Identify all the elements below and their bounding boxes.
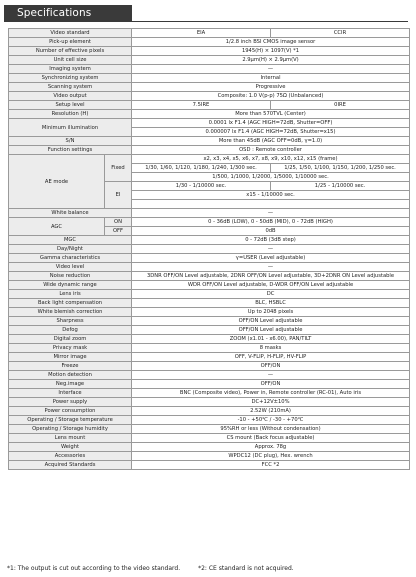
table-row xyxy=(9,335,410,344)
table-row xyxy=(9,272,410,281)
spec-label: Imaging system xyxy=(9,65,132,74)
spec-value: — xyxy=(132,371,410,380)
ae-mode-label: AE mode xyxy=(9,155,105,209)
spec-label: Back light compensation xyxy=(9,299,132,308)
spec-label: Number of effective pixels xyxy=(9,47,132,56)
spec-value: DC xyxy=(132,290,410,299)
spec-value: γ=USER (Level adjustable) xyxy=(132,254,410,263)
spec-value: WDR OFF/ON Level adjustable, D-WDR OFF/ON Level adjustable xyxy=(132,281,410,290)
spec-value: Internal xyxy=(132,74,410,83)
spec-label: S/N xyxy=(9,137,132,146)
table-row xyxy=(9,209,410,218)
spec-value: 0 - 36dB (LOW), 0 - 50dB (MID), 0 - 72dB (HIGH) xyxy=(132,218,410,227)
ae-ei-label: EI xyxy=(105,182,132,209)
agc-on-label: ON xyxy=(105,218,132,227)
spec-value: OFF/ON xyxy=(132,362,410,371)
spec-label: Power consumption xyxy=(9,407,132,416)
table-row xyxy=(9,353,410,362)
table-row xyxy=(9,83,410,92)
spec-value-ccir: 1/25 - 1/10000 sec. xyxy=(271,182,410,191)
spec-value: x15 - 1/10000 sec. xyxy=(132,191,410,200)
spec-label: Day/Night xyxy=(9,245,132,254)
spec-value: 95%RH or less (Without condensation) xyxy=(132,425,410,434)
spec-value: OFF/ON xyxy=(132,380,410,389)
spec-value: Composite: 1.0 V(p-p) 75Ω (Unbalanced) xyxy=(132,92,410,101)
spec-value-eia: 1/30, 1/60, 1/120, 1/180, 1/240, 1/300 sec. xyxy=(132,164,271,173)
spec-label: Privacy mask xyxy=(9,344,132,353)
spec-label: Pick-up element xyxy=(9,38,132,47)
table-row xyxy=(9,110,410,119)
spec-label: Minimum illumination xyxy=(9,119,132,137)
spec-label: Freeze xyxy=(9,362,132,371)
spec-label: Neg.image xyxy=(9,380,132,389)
table-row xyxy=(9,290,410,299)
spec-label: Setup level xyxy=(9,101,132,110)
spec-label: Interface xyxy=(9,389,132,398)
spec-value: 1/500, 1/1000, 1/2000, 1/5000, 1/10000 sec. xyxy=(132,173,410,182)
table-row xyxy=(9,47,410,56)
spec-label: Lens iris xyxy=(9,290,132,299)
spec-label: Sharpness xyxy=(9,317,132,326)
spec-table xyxy=(8,28,410,470)
spec-label: Gamma characteristics xyxy=(9,254,132,263)
spec-label: White balance xyxy=(9,209,132,218)
spec-value-ccir: 0IRE xyxy=(271,101,410,110)
table-row xyxy=(9,434,410,443)
spec-value: CS mount (Back focus adjustable) xyxy=(132,434,410,443)
spec-label: Video level xyxy=(9,263,132,272)
spec-value: 3DNR OFF/ON Level adjustable, 2DNR OFF/ON Level adjustable, 3D+2DNR ON Level adjustable xyxy=(132,272,410,281)
table-row xyxy=(9,326,410,335)
spec-label: Power supply xyxy=(9,398,132,407)
spec-value-ccir: 1/25, 1/50, 1/100, 1/150, 1/200, 1/250 sec. xyxy=(271,164,410,173)
spec-label: Operating / Storage temperature xyxy=(9,416,132,425)
spec-label: Noise reduction xyxy=(9,272,132,281)
spec-label: Accessories xyxy=(9,452,132,461)
section-title: Specifications xyxy=(4,5,132,22)
spec-value: 2.52W (210mA) xyxy=(132,407,410,416)
table-row xyxy=(9,38,410,47)
spec-value: FCC *2 xyxy=(132,461,410,470)
table-row xyxy=(9,74,410,83)
spec-label: White blemish correction xyxy=(9,308,132,317)
spec-label: Video output xyxy=(9,92,132,101)
table-row xyxy=(9,56,410,65)
table-row xyxy=(9,146,410,155)
table-row xyxy=(9,155,410,164)
spec-value-eia: EIA xyxy=(132,29,271,38)
table-row xyxy=(9,245,410,254)
spec-label: Weight xyxy=(9,443,132,452)
table-row xyxy=(9,92,410,101)
footnotes xyxy=(7,565,294,572)
spec-value: BLC, HSBLC xyxy=(132,299,410,308)
spec-value: 1/2.8 inch BSI CMOS image sensor xyxy=(132,38,410,47)
agc-label: AGC xyxy=(9,218,105,236)
footnote-1: *1: The output is cut out according to the video standard. xyxy=(7,565,181,572)
spec-label: Video standard xyxy=(9,29,132,38)
spec-value: 1945(H) × 1097(V) *1 xyxy=(132,47,410,56)
table-row xyxy=(9,137,410,146)
ae-blank-cell xyxy=(132,200,410,209)
table-row xyxy=(9,254,410,263)
spec-label: Lens mount xyxy=(9,434,132,443)
table-row xyxy=(9,416,410,425)
spec-label: Mirror image xyxy=(9,353,132,362)
spec-value: More than 570TVL (Center) xyxy=(132,110,410,119)
spec-label: Acquired Standards xyxy=(9,461,132,470)
table-row xyxy=(9,398,410,407)
spec-value-eia: 1/30 - 1/10000 sec. xyxy=(132,182,271,191)
table-row xyxy=(9,425,410,434)
spec-value: — xyxy=(132,263,410,272)
spec-value: Approx. 78g xyxy=(132,443,410,452)
spec-label: Resolution (H) xyxy=(9,110,132,119)
spec-value: Progressive xyxy=(132,83,410,92)
spec-value: Up to 2048 pixels xyxy=(132,308,410,317)
table-row xyxy=(9,263,410,272)
table-row xyxy=(9,317,410,326)
spec-label: Function settings xyxy=(9,146,132,155)
table-row xyxy=(9,281,410,290)
spec-label: Motion detection xyxy=(9,371,132,380)
table-row xyxy=(9,65,410,74)
spec-table-body xyxy=(9,29,410,470)
spec-value: OSD : Remote controller xyxy=(132,146,410,155)
spec-label: Synchronizing system xyxy=(9,74,132,83)
spec-value: 0.0001 lx F1.4 (AGC HIGH=72dB, Shutter=OFF) xyxy=(132,119,410,128)
table-row xyxy=(9,101,410,110)
spec-value: OFF, V-FLIP, H-FLIP, HV-FLIP xyxy=(132,353,410,362)
spec-value: OFF/ON Level adjustable xyxy=(132,317,410,326)
spec-value-ccir: CCIR xyxy=(271,29,410,38)
spec-value: OFF/ON Level adjustable xyxy=(132,326,410,335)
spec-label: Operating / Storage humidity xyxy=(9,425,132,434)
table-row xyxy=(9,371,410,380)
spec-label: Unit cell size xyxy=(9,56,132,65)
spec-value: — xyxy=(132,245,410,254)
table-row xyxy=(9,218,410,227)
spec-value: — xyxy=(132,209,410,218)
table-row xyxy=(9,29,410,38)
spec-label: Defog xyxy=(9,326,132,335)
agc-off-label: OFF xyxy=(105,227,132,236)
spec-label: Wide dynamic range xyxy=(9,281,132,290)
spec-value: DC+12V±10% xyxy=(132,398,410,407)
spec-value: 0 - 72dB (3dB step) xyxy=(132,236,410,245)
spec-value: — xyxy=(132,65,410,74)
table-row xyxy=(9,362,410,371)
spec-label: Digital zoom xyxy=(9,335,132,344)
table-row xyxy=(9,443,410,452)
spec-value: ZOOM (x1.01 - x6.00), PAN/TILT xyxy=(132,335,410,344)
spec-label: MGC xyxy=(9,236,132,245)
spec-value: x2, x3, x4, x5, x6, x7, x8, x9, x10, x12, x15 (frame) xyxy=(132,155,410,164)
footnote-2: *2: CE standard is not acquired. xyxy=(198,565,294,572)
table-row xyxy=(9,308,410,317)
spec-value: BNC (Composite video), Power in, Remote controller (RC-01), Auto iris xyxy=(132,389,410,398)
spec-label: Scanning system xyxy=(9,83,132,92)
table-row xyxy=(9,299,410,308)
table-row xyxy=(9,407,410,416)
spec-value: 0dB xyxy=(132,227,410,236)
spec-value: 2.9µm(H) × 2.9µm(V) xyxy=(132,56,410,65)
table-row xyxy=(9,452,410,461)
table-row xyxy=(9,236,410,245)
spec-value-eia: 7.5IRE xyxy=(132,101,271,110)
table-row xyxy=(9,119,410,128)
table-row xyxy=(9,389,410,398)
spec-value: 8 masks xyxy=(132,344,410,353)
spec-value: 0.000007 lx F1.4 (AGC HIGH=72dB, Shutter=x15) xyxy=(132,128,410,137)
title-rule xyxy=(132,21,408,22)
spec-value: -10 - +50℃ / -30 - +70℃ xyxy=(132,416,410,425)
table-row xyxy=(9,461,410,470)
ae-fixed-label: Fixed xyxy=(105,155,132,182)
spec-value: More than 45dB (AGC OFF=0dB, γ=1.0) xyxy=(132,137,410,146)
spec-value: WPDC12 (DC plug), Hex. wrench xyxy=(132,452,410,461)
table-row xyxy=(9,344,410,353)
table-row xyxy=(9,380,410,389)
